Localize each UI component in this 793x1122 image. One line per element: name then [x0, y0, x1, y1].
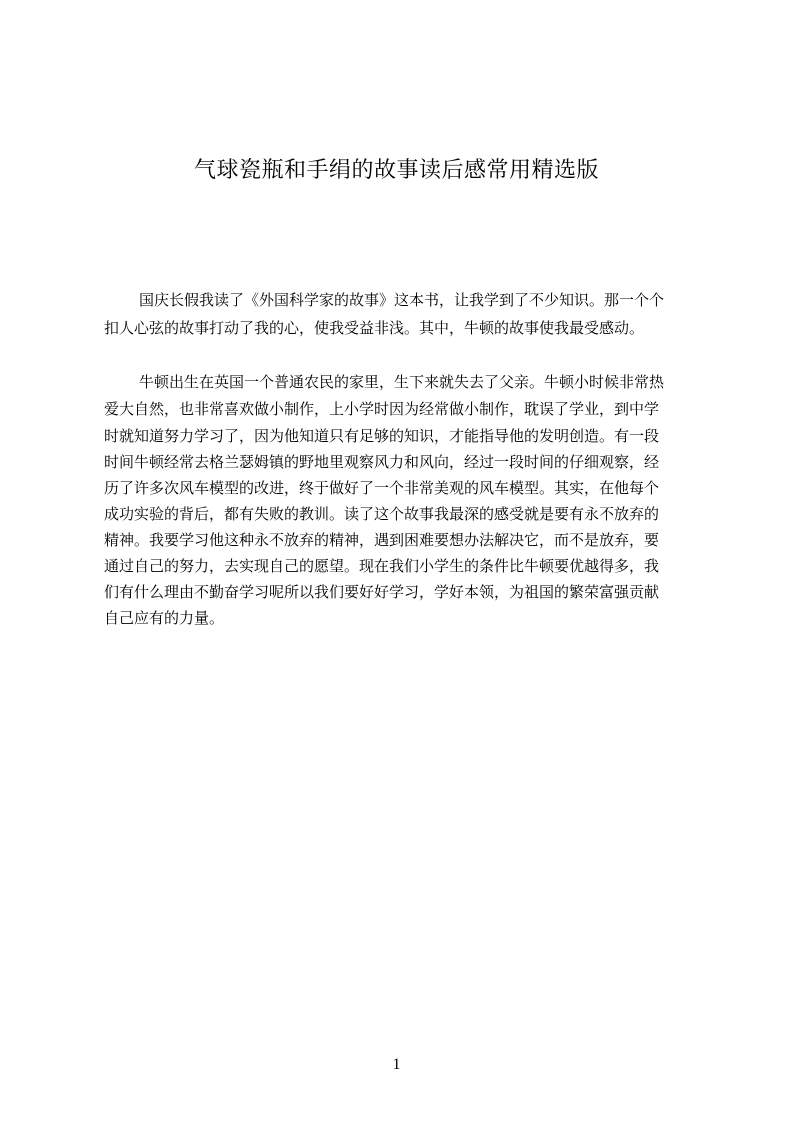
- paragraph-2-line-5: 历了许多次风车模型的改进，终于做好了一个非常美观的风车模型。其实，在他每个: [104, 479, 660, 497]
- paragraph-2-line-8: 通过自己的努力，去实现自己的愿望。现在我们小学生的条件比牛顿要优越得多，我: [104, 557, 660, 575]
- paragraph-1-line-1: 国庆长假我读了《外国科学家的故事》这本书，让我学到了不少知识。那一个个: [139, 291, 665, 309]
- paragraph-2-line-9: 们有什么理由不勤奋学习呢所以我们要好好学习，学好本领，为祖国的繁荣富强贡献: [104, 583, 660, 601]
- paragraph-2-line-3: 时就知道努力学习了，因为他知道只有足够的知识，才能指导他的发明创造。有一段: [104, 427, 660, 445]
- page-number: 1: [392, 1056, 401, 1073]
- paragraph-1-line-2: 扣人心弦的故事打动了我的心，使我受益非浅。其中，牛顿的故事使我最受感动。: [104, 319, 645, 337]
- paragraph-2-line-6: 成功实验的背后，都有失败的教训。读了这个故事我最深的感受就是要有永不放弃的: [104, 505, 660, 523]
- paragraph-2-line-4: 时间牛顿经常去格兰瑟姆镇的野地里观察风力和风向，经过一段时间的仔细观察，经: [104, 453, 660, 471]
- paragraph-2-line-7: 精神。我要学习他这种永不放弃的精神，遇到困难要想办法解决它，而不是放弃，要: [104, 531, 660, 549]
- document-title: 气球瓷瓶和手绢的故事读后感常用精选版: [193, 157, 599, 183]
- paragraph-2-line-2: 爱大自然，也非常喜欢做小制作，上小学时因为经常做小制作，耽误了学业，到中学: [104, 400, 660, 418]
- paragraph-2-line-1: 牛顿出生在英国一个普通农民的家里，生下来就失去了父亲。牛顿小时候非常热: [139, 373, 665, 391]
- paragraph-2-line-10: 自己应有的力量。: [104, 609, 225, 627]
